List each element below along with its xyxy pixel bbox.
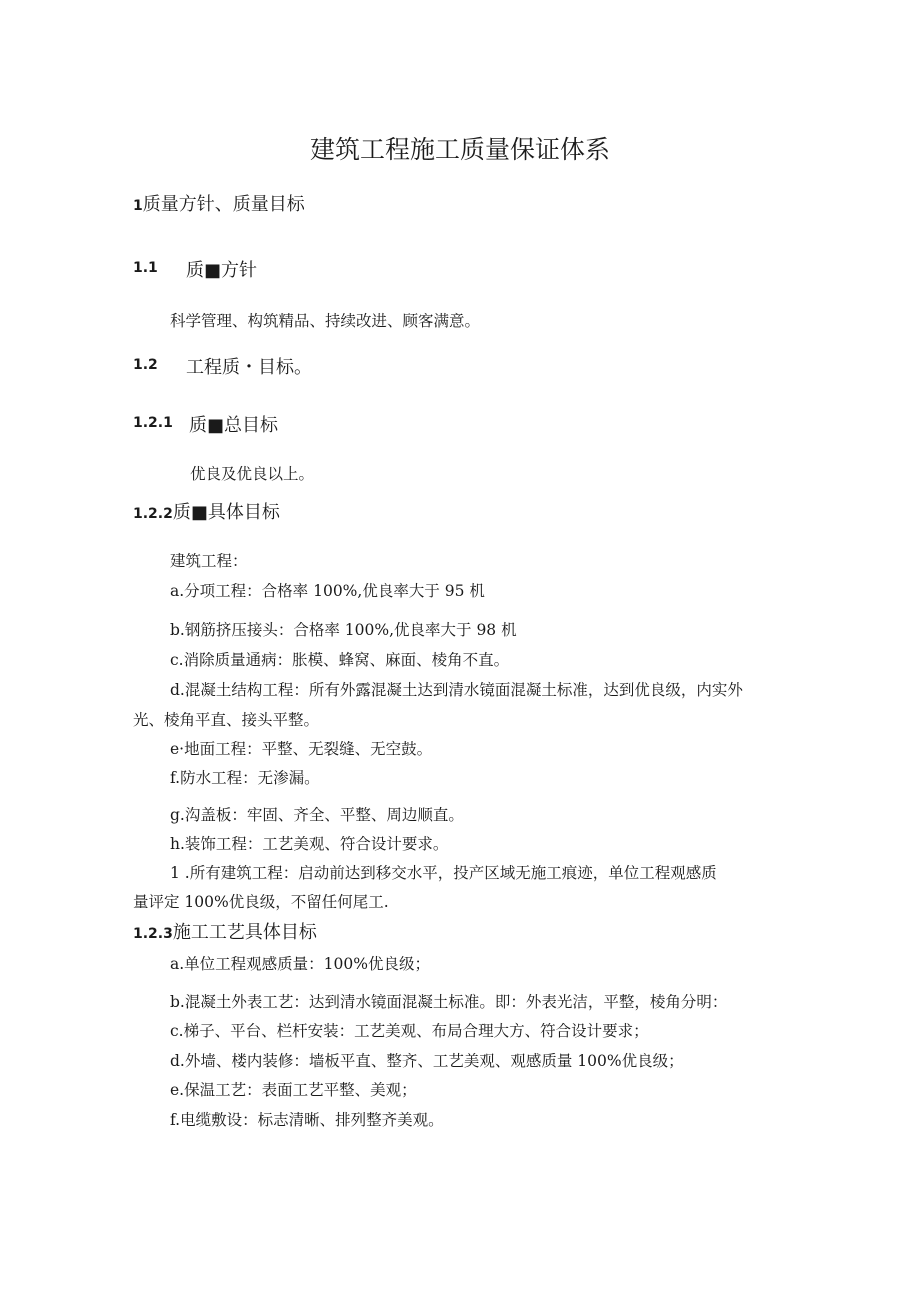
- section-1-2-1-body: 优良及优良以上。: [190, 465, 315, 483]
- list-item: c.梯子、平台、栏杆安装：工艺美观、布局合理大方、符合设计要求；: [170, 1022, 649, 1040]
- list-item: b.混凝土外表工艺：达到清水镜面混凝土标准。即：外表光洁，平整，棱角分明：: [170, 993, 728, 1011]
- list-item: e·地面工程：平整、无裂缝、无空鼓。: [170, 740, 433, 758]
- section-1-2-3-number: 1.2.3: [133, 926, 173, 942]
- list-item: f.电缆敷设：标志清晰、排列整齐美观。: [170, 1111, 444, 1129]
- section-1-2-number: 1.2: [133, 357, 158, 373]
- list-item: c.消除质量通病：胀模、蜂窝、麻面、棱角不直。: [170, 651, 510, 669]
- list-item: e.保温工艺：表面工艺平整、美观；: [170, 1081, 417, 1099]
- section-1-title: 质量方针、质量目标: [142, 194, 305, 215]
- list-item: a.分项工程：合格率 100%,优良率大于 95 机: [170, 582, 485, 600]
- section-1-2-1-title: 质■总目标: [189, 415, 279, 436]
- list-item: f.防水工程：无渗漏。: [170, 769, 320, 787]
- document-title: 建筑工程施工质量保证体系: [309, 135, 610, 164]
- section-1-2-3-heading: [133, 918, 317, 944]
- section-1-2-title: 工程质・目标。: [186, 357, 312, 378]
- list-item: g.沟盖板：牢固、齐全、平整、周边顺直。: [170, 806, 464, 824]
- section-1-1-number: 1.1: [133, 260, 158, 276]
- section-1-number: 1: [133, 198, 143, 214]
- list-item: h.装饰工程：工艺美观、符合设计要求。: [170, 835, 449, 853]
- section-1-2-2-heading: [133, 498, 280, 524]
- list-item-continuation: 光、棱角平直、接头平整。: [133, 711, 320, 729]
- section-1-1-title: 质■方针: [186, 260, 258, 281]
- list-item: 1 .所有建筑工程：启动前达到移交水平，投产区域无施工痕迹，单位工程观感质: [170, 864, 717, 882]
- section-1-heading: [133, 190, 305, 216]
- section-1-1-body: 科学管理、构筑精品、持续改进、顾客满意。: [170, 312, 481, 330]
- section-1-2-3-title: 施工工艺具体目标: [172, 922, 317, 943]
- list-item: a.单位工程观感质量：100%优良级；: [170, 955, 430, 973]
- section-1-2-1-number: 1.2.1: [133, 415, 173, 431]
- list-item: d.外墙、楼内装修：墙板平直、整齐、工艺美观、观感质量 100%优良级；: [170, 1052, 684, 1070]
- building-label: 建筑工程：: [170, 552, 248, 570]
- list-item: b.钢筋挤压接头：合格率 100%,优良率大于 98 机: [170, 621, 517, 639]
- list-item-continuation: 量评定 100%优良级，不留任何尾工.: [133, 893, 389, 911]
- section-1-2-2-number: 1.2.2: [133, 506, 173, 522]
- section-1-2-2-title: 质■具体目标: [172, 502, 280, 523]
- list-item: d.混凝土结构工程：所有外露混凝土达到清水镜面混凝土标准，达到优良级，内实外: [170, 681, 743, 699]
